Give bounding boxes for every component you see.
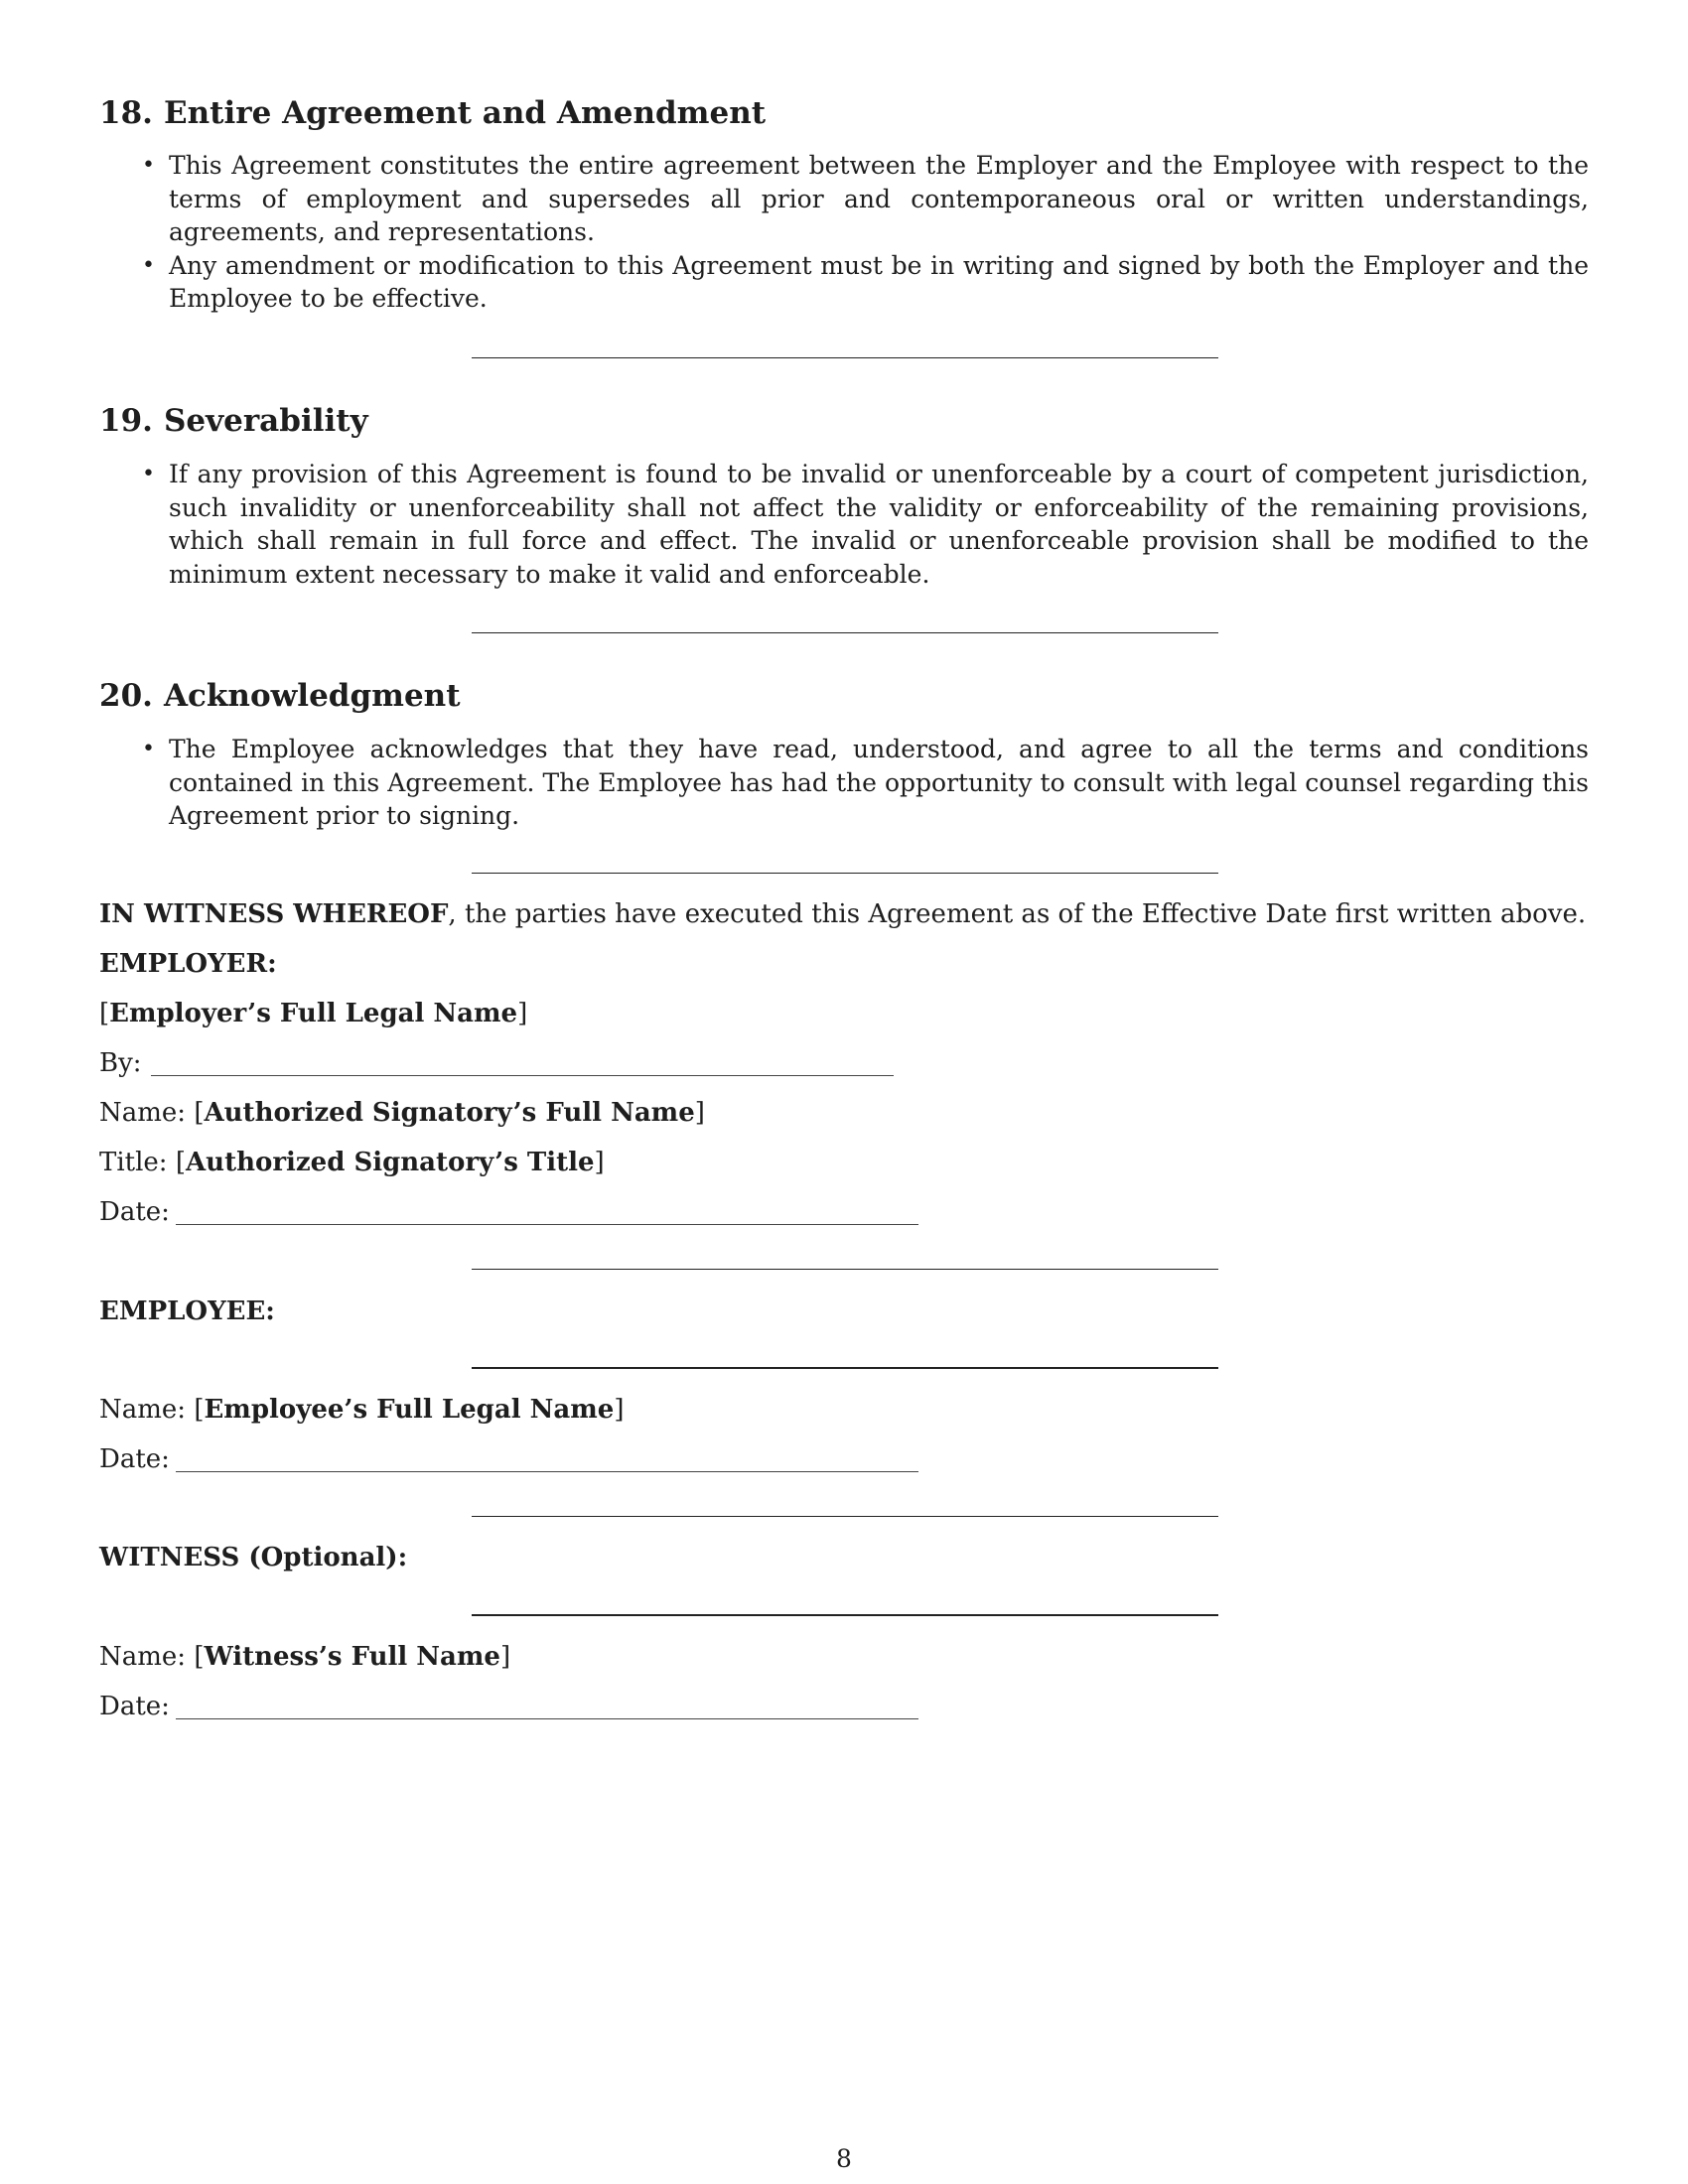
- employer-signatory-name: Name: [Authorized Signatory’s Full Name]: [99, 1098, 705, 1128]
- employee-name-value: Employee’s Full Legal Name: [204, 1395, 615, 1425]
- employer-title-label: Title:: [99, 1148, 168, 1177]
- witness-name-value: Witness’s Full Name: [204, 1642, 500, 1672]
- employer-title-value: Authorized Signatory’s Title: [186, 1148, 595, 1177]
- page-number: 8: [836, 2144, 852, 2173]
- witness-heading: WITNESS (Optional):: [99, 1543, 408, 1572]
- section-20-heading: [99, 678, 461, 714]
- employer-by-label: By:: [99, 1048, 142, 1078]
- employee-name: Name: [Employee’s Full Legal Name]: [99, 1395, 625, 1425]
- section-19-title: Severability: [164, 403, 368, 439]
- section-18-title: Entire Agreement and Amendment: [164, 95, 767, 131]
- section-18-bullet-2: • Any amendment or modification to this Agreement must be in writing and signed by both the Employer and the Employee to be effective.: [169, 249, 1589, 316]
- section-divider: [472, 1516, 1218, 1517]
- employer-legal-name: [Employer’s Full Legal Name]: [99, 999, 528, 1028]
- section-divider: [472, 632, 1218, 633]
- section-19-bullets: [169, 458, 1589, 591]
- section-divider: [472, 357, 1218, 358]
- employee-date-line[interactable]: [176, 1471, 918, 1472]
- employer-date-line[interactable]: [176, 1224, 918, 1225]
- employer-legal-name-value: Employer’s Full Legal Name: [109, 999, 518, 1028]
- witness-clause: [99, 897, 1586, 931]
- employee-name-label: Name:: [99, 1395, 187, 1425]
- section-divider: [472, 1269, 1218, 1270]
- witness-date-line[interactable]: [176, 1718, 918, 1719]
- section-19-heading: [99, 403, 368, 439]
- section-20-number: 20.: [99, 678, 153, 714]
- employer-signature-line[interactable]: [151, 1075, 894, 1076]
- employer-name-label: Name:: [99, 1098, 187, 1128]
- employer-name-value: Authorized Signatory’s Full Name: [204, 1098, 695, 1128]
- witness-name: Name: [Witness’s Full Name]: [99, 1642, 511, 1672]
- employee-date-label: Date:: [99, 1444, 170, 1474]
- witness-date-label: Date:: [99, 1692, 170, 1721]
- section-20-title: Acknowledgment: [164, 678, 461, 714]
- section-19-number: 19.: [99, 403, 153, 439]
- employee-signature-line[interactable]: [472, 1367, 1218, 1369]
- witness-clause-text: , the parties have executed this Agreement as of the Effective Date first written above.: [448, 899, 1587, 929]
- employee-heading: EMPLOYEE:: [99, 1297, 275, 1326]
- employer-heading: EMPLOYER:: [99, 949, 277, 979]
- witness-signature-line[interactable]: [472, 1614, 1218, 1616]
- section-18-bullets: [169, 149, 1589, 316]
- witness-name-label: Name:: [99, 1642, 187, 1672]
- witness-clause-lead: IN WITNESS WHEREOF: [99, 899, 449, 929]
- section-20-bullets: [169, 733, 1589, 833]
- section-20-bullet-1: • The Employee acknowledges that they have read, understood, and agree to all the terms and conditions contained in this Agreement. The Employee has had the opportunity to consult with legal counsel regarding this Agreement prior to signing.: [169, 733, 1589, 833]
- employer-date-label: Date:: [99, 1197, 170, 1227]
- section-divider: [472, 873, 1218, 874]
- section-19-bullet-1: • If any provision of this Agreement is found to be invalid or unenforceable by a court of competent jurisdiction, such invalidity or unenforceability shall not affect the validity or enforceability of the remaining provisions, which shall remain in full force and effect. The invalid or unenforceable provision shall be modified to the minimum extent necessary to make it valid and enforceable.: [169, 458, 1589, 591]
- section-18-bullet-1: • This Agreement constitutes the entire agreement between the Employer and the Employee with respect to the terms of employment and supersedes all prior and contemporaneous oral or written understandings, agreements, and representations.: [169, 149, 1589, 249]
- section-18-number: 18.: [99, 95, 153, 131]
- employer-signatory-title: Title: [Authorized Signatory’s Title]: [99, 1148, 605, 1177]
- section-18-heading: [99, 95, 766, 131]
